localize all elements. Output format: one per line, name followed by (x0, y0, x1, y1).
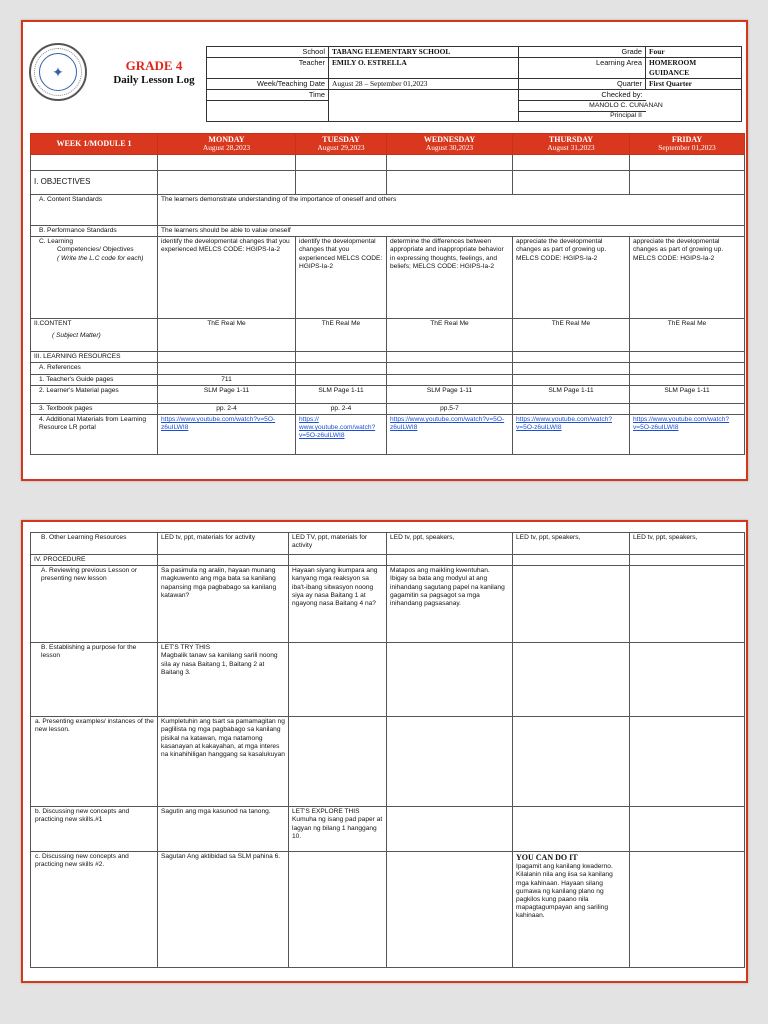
review-tuesday: Hayaan siyang ikumpara ang kanyang mga reaksyon sa iba't-ibang sitwasyon noong siya ay nasa Baitang 1 at ngayong nasa Baitang 4 na? (289, 566, 387, 643)
reviewing-lesson-label: A. Reviewing previous Lesson or presenting new lesson (31, 566, 158, 643)
lm-tuesday: SLM Page 1-11 (296, 385, 387, 403)
competency-friday: appreciate the developmental changes as part of growing up. MELCS CODE: HGIPS-Ia-2 (630, 237, 745, 319)
procedure-table (30, 532, 745, 968)
grade-label: Grade (519, 47, 646, 58)
purpose-label: B. Establishing a purpose for the lesson (31, 643, 158, 717)
references-label: A. References (31, 363, 158, 374)
log-title: Daily Lesson Log (113, 74, 195, 86)
performance-standards-label: B. Performance Standards (31, 226, 158, 237)
other-monday: LED tv, ppt, materials for activity (158, 533, 289, 555)
concepts2-monday: Sagutan Ang aktibidad sa SLM pahina 6. (158, 852, 289, 968)
review-monday: Sa pasimula ng aralin, hayaan munang magkuwento ang mga bata sa kanilang napansing mga pagbabago sa kanilang katawan? (158, 566, 289, 643)
competency-wednesday: determine the differences between appropriate and inappropriate behavior in expressing thoughts, feelings, and beliefs; MELCS CODE: HGIPS-Ia-2 (387, 237, 513, 319)
purpose-monday: LET'S TRY THIS Magbalik tanaw sa kanilang sarili noong sila ay nasa Baitang 1, Baitang 2 at Baitang 3. (158, 643, 289, 717)
day-header-tuesday: TUESDAY August 29,2023 (296, 134, 387, 155)
day-header-wednesday: WEDNESDAY August 30,2023 (387, 134, 513, 155)
grade-value: Four (646, 47, 742, 58)
principal-title: Principal II (610, 111, 642, 119)
review-thursday (513, 566, 630, 643)
tb-monday: pp. 2-4 (158, 403, 296, 414)
examples-monday: Kumpletuhin ang tsart sa pamamagitan ng paglilista ng mga pagbabago sa kanilang pisikal na katawan, mga natamong kasanayan at kakayahan, at mga interes na kinahihiligan hanggang sa kasalukuyan (158, 717, 289, 807)
tb-friday (630, 403, 745, 414)
teacher-label: Teacher (207, 58, 329, 79)
concepts1-monday: Sagutin ang mga kasunod na tanong. (158, 807, 289, 852)
review-friday (630, 566, 745, 643)
teachers-guide-label: 1. Teacher's Guide pages (31, 374, 158, 385)
link-monday[interactable]: https://www.youtube.com/watch?v=5O-z6uILWI8 (158, 415, 296, 455)
tg-tuesday (296, 374, 387, 385)
competency-thursday: appreciate the developmental changes as part of growing up. MELCS CODE: HGIPS-Ia-2 (513, 237, 630, 319)
textbook-label: 3. Textbook pages (31, 403, 158, 414)
other-tuesday: LED TV, ppt, materials for activity (289, 533, 387, 555)
competencies-label: C. Learning Competencies/ Objectives ( Write the L.C code for each) (31, 237, 158, 319)
seal-emblem-icon: ✦ (39, 53, 77, 91)
learners-material-label: 2. Learner's Material pages (31, 385, 158, 403)
additional-materials-label: 4. Additional Materials from Learning Resource LR portal (31, 415, 158, 455)
other-resources-label: B. Other Learning Resources (31, 533, 158, 555)
quarter-value: First Quarter (646, 79, 742, 90)
day-header-thursday: THURSDAY August 31,2023 (513, 134, 630, 155)
quarter-label: Quarter (519, 79, 646, 90)
competency-monday: identify the developmental changes that you experienced MELCS CODE: HGIPS-Ia-2 (158, 237, 296, 319)
link-wednesday[interactable]: https://www.youtube.com/watch?v=5O-z6uILWI8 (387, 415, 513, 455)
tg-friday (630, 374, 745, 385)
principal-name: MANOLO C. CUNANAN (589, 102, 663, 109)
new-concepts-1-label: b. Discussing new concepts and practicing new skills.#1 (31, 807, 158, 852)
teacher-value: EMILY O. ESTRELLA (329, 58, 519, 79)
week-label: Week/Teaching Date (207, 79, 329, 90)
grade-title: GRADE 4 (125, 58, 183, 73)
week-value: August 28 – September 01,2023 (329, 79, 519, 90)
content-thursday: ThE Real Me (513, 319, 630, 352)
tb-tuesday: pp. 2-4 (296, 403, 387, 414)
other-friday: LED tv, ppt, speakers, (630, 533, 745, 555)
time-label: Time (207, 90, 329, 101)
content-standards-value: The learners demonstrate understanding of the importance of oneself and others (158, 195, 745, 226)
resources-label: III. LEARNING RESOURCES (31, 352, 158, 363)
lesson-log-page-2 (21, 520, 748, 983)
time-value (329, 90, 519, 122)
content-standards-label: A. Content Standards (31, 195, 158, 226)
concepts1-tuesday: LET'S EXPLORE THIS Kumuha ng isang pad paper at lagyan ng bilang 1 hanggang 10. (289, 807, 387, 852)
tg-monday: 711 (158, 374, 296, 385)
link-tuesday[interactable]: https:// www.youtube.com/watch?v=5O-z6uILWI8 (296, 415, 387, 455)
lm-wednesday: SLM Page 1-11 (387, 385, 513, 403)
other-thursday: LED tv, ppt, speakers, (513, 533, 630, 555)
lm-thursday: SLM Page 1-11 (513, 385, 630, 403)
header-info-table (206, 46, 742, 122)
week-module-label: WEEK 1/MODULE 1 (31, 134, 158, 155)
school-value: TABANG ELEMENTARY SCHOOL (329, 47, 519, 58)
learning-area-value: HOMEROOM GUIDANCE (646, 58, 742, 79)
tb-wednesday: pp.5-7 (387, 403, 513, 414)
content-friday: ThE Real Me (630, 319, 745, 352)
school-label: School (207, 47, 329, 58)
lm-monday: SLM Page 1-11 (158, 385, 296, 403)
concepts2-thursday: YOU CAN DO IT Ipagamit ang kanilang kwaderno. Kilalanin nila ang iisa sa kanilang mga kahinaan. Hayaan silang gumawa ng kanilang plano ng pagkilos kung paano nila mapagtagumpayan ang sariling kahinaan. (513, 852, 630, 968)
tg-thursday (513, 374, 630, 385)
learning-area-label: Learning Area (519, 58, 646, 79)
lesson-log-table (30, 133, 745, 455)
link-thursday[interactable]: https://www.youtube.com/watch?v=5O-z6uILWI8 (513, 415, 630, 455)
procedure-heading: IV. PROCEDURE (31, 555, 158, 566)
lm-friday: SLM Page 1-11 (630, 385, 745, 403)
content-monday: ThE Real Me (158, 319, 296, 352)
link-friday[interactable]: https://www.youtube.com/watch?v=5O-z6uILWI8 (630, 415, 745, 455)
checked-by-label: Checked by: (519, 90, 646, 101)
deped-seal-logo (29, 43, 87, 101)
objectives-heading: I. OBJECTIVES (31, 171, 158, 195)
other-wednesday: LED tv, ppt, speakers, (387, 533, 513, 555)
day-header-friday: FRIDAY September 01,2023 (630, 134, 745, 155)
content-label: II.CONTENT ( Subject Matter) (31, 319, 158, 352)
content-wednesday: ThE Real Me (387, 319, 513, 352)
tg-wednesday (387, 374, 513, 385)
tb-thursday (513, 403, 630, 414)
performance-standards-value: The learners should be able to value oneself (158, 226, 745, 237)
content-tuesday: ThE Real Me (296, 319, 387, 352)
competency-tuesday: identify the developmental changes that you experienced MELCS CODE: HGIPS-Ia-2 (296, 237, 387, 319)
day-header-monday: MONDAY August 28,2023 (158, 134, 296, 155)
presenting-examples-label: a. Presenting examples/ instances of the new lesson. (31, 717, 158, 807)
review-wednesday: Matapos ang maikling kwentuhan. Ibigay sa bata ang modyul at ang inihandang sagutang papel na kanilang gagamitin sa pagsagot sa mga inihandang pagsasanay. (387, 566, 513, 643)
new-concepts-2-label: c. Discussing new concepts and practicing new skills #2. (31, 852, 158, 968)
lesson-log-page-1 (21, 20, 748, 481)
